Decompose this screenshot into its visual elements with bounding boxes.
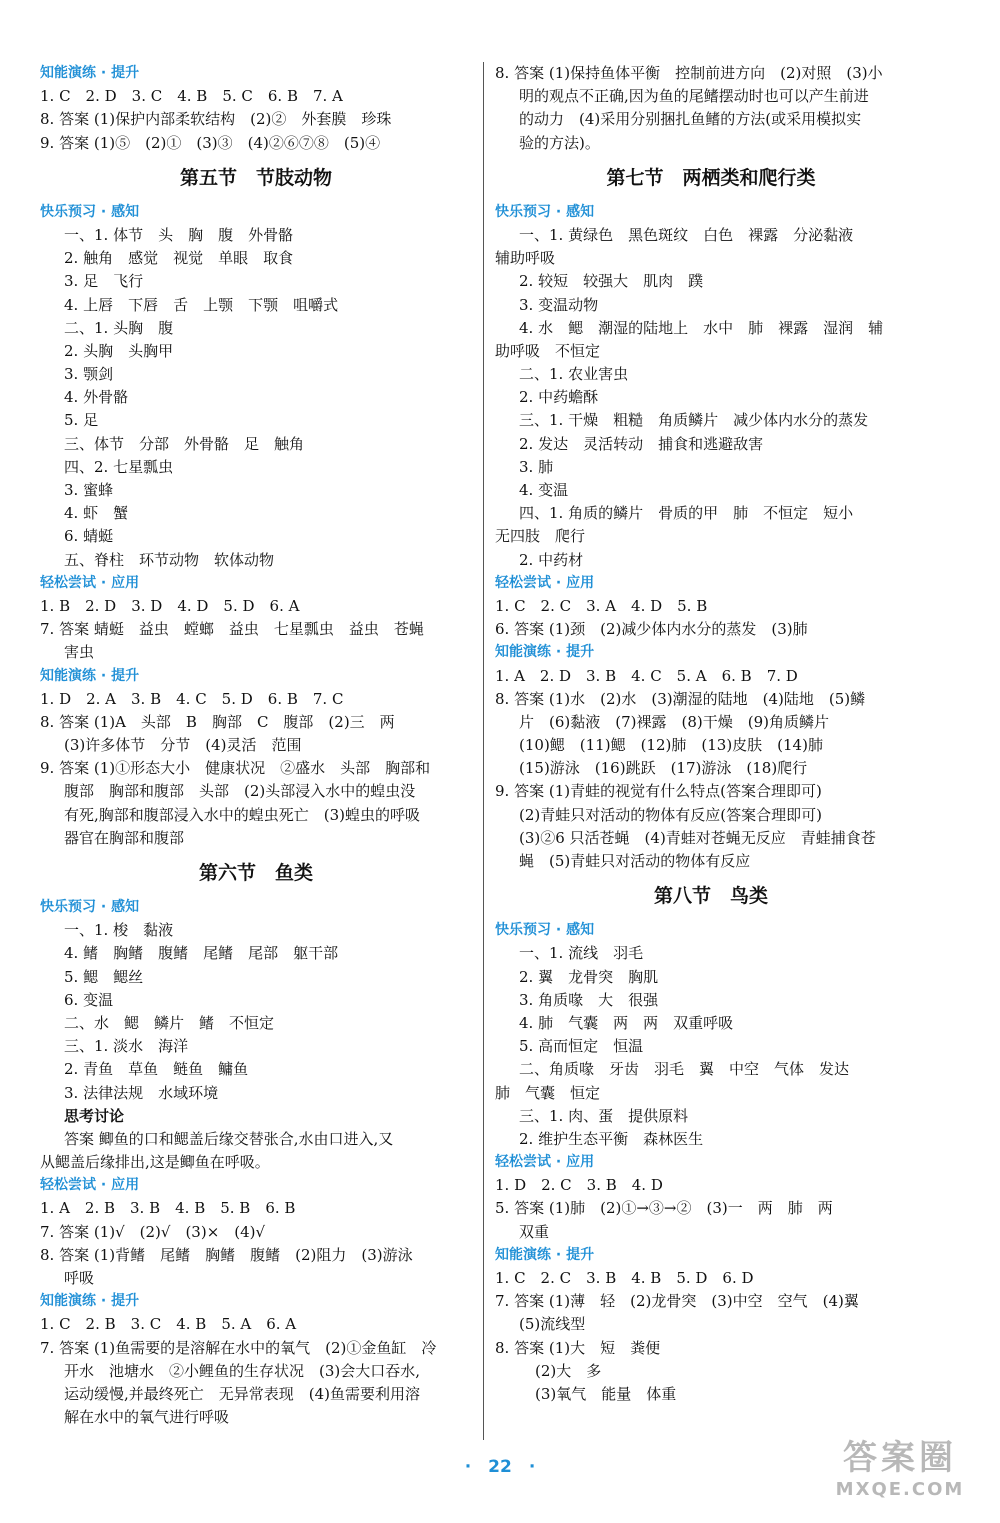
answer-line: 6. 答案 (1)颈 (2)减少体内水分的蒸发 (3)肺 [495,620,808,639]
chapter-title: 第五节 节肢动物 [179,166,332,189]
answer-line: 8. 答案 (1)水 (2)水 (3)潮湿的陆地 (4)陆地 (5)鳞 [495,689,866,708]
answer-line: 3. 蜜蜂 [64,481,114,499]
section-heading: 快乐预习 · 感知 [40,899,140,915]
answer-line: (15)游泳 (16)跳跃 (17)游泳 (18)爬行 [519,759,808,778]
answer-line: 4. 变温 [519,481,569,499]
answer-line: 一、1. 黄绿色 黑色斑纹 白色 裸露 分泌黏液 [519,225,854,244]
answer-line: 一、1. 梭 黏液 [64,921,174,940]
answer-line: 2. 中药蟾酥 [519,388,599,407]
answer-line: 4. 外骨骼 [64,388,129,407]
answer-line: 明的观点不正确,因为鱼的尾鳍摆动时也可以产生前进 [519,87,869,106]
answer-line: 5. 高而恒定 恒温 [519,1037,644,1056]
answer-line: 1. C 2. B 3. C 4. B 5. A 6. A [40,1315,297,1334]
chapter-title: 第七节 两栖类和爬行类 [606,166,816,189]
answer-line: 验的方法)。 [519,133,600,152]
answer-line: 3. 法律法规 水域环境 [64,1083,219,1102]
answer-line: 8. 答案 (1)大 短 粪便 [495,1338,661,1357]
answer-line: 7. 答案 蜻蜓 益虫 螳螂 益虫 七星瓢虫 益虫 苍蝇 [40,620,424,639]
answer-line: 6. 蜻蜓 [64,527,114,546]
answer-line: 4. 鳍 胸鳍 腹鳍 尾鳍 尾部 躯干部 [64,944,339,963]
answer-line: 蝇 (5)青蛙只对活动的物体有反应 [519,852,751,870]
answer-line: 2. 中药材 [519,550,584,569]
answer-line: 助呼吸 不恒定 [495,341,601,360]
answer-line: 答案 鲫鱼的口和鳃盖后缘交替张合,水由口进入,又 [64,1129,394,1148]
answer-line: 肺 气囊 恒定 [495,1083,601,1102]
answer-line: 1. B 2. D 3. D 4. D 5. D 6. A [40,596,300,615]
answer-line: 7. 答案 (1)鱼需要的是溶解在水中的氧气 (2)①金鱼缸 冷 [40,1338,437,1357]
answer-line: 二、角质喙 牙齿 羽毛 翼 中空 气体 发达 [519,1060,850,1079]
answer-line: 二、1. 农业害虫 [519,365,629,384]
answer-line: 三、体节 分部 外骨骼 足 触角 [64,434,305,453]
answer-line: 1. A 2. D 3. B 4. C 5. A 6. B 7. D [495,666,798,685]
answer-line: 二、1. 头胸 腹 [64,318,174,337]
answer-line: 4. 上唇 下唇 舌 上颚 下颚 咀嚼式 [64,295,339,314]
answer-line: (2)大 多 [535,1361,602,1380]
answer-line: 五、脊柱 环节动物 软体动物 [64,550,275,569]
answer-line: 9. 答案 (1)①形态大小 健康状况 ②盛水 头部 胸部和 [40,759,431,778]
left-column [40,62,472,1429]
section-heading: 轻松尝试 · 应用 [40,1177,140,1194]
answer-line: 8. 答案 (1)背鳍 尾鳍 胸鳍 腹鳍 (2)阻力 (3)游泳 [40,1245,413,1264]
answer-line: 四、1. 角质的鳞片 骨质的甲 肺 不恒定 短小 [519,504,854,523]
answer-line: 7. 答案 (1)薄 轻 (2)龙骨突 (3)中空 空气 (4)翼 [495,1292,859,1311]
page-number: · 22 · [464,1457,536,1477]
answer-line: 5. 足 [64,411,99,430]
answer-line: 1. D 2. A 3. B 4. C 5. D 6. B 7. C [40,689,344,708]
answer-line: 8. 答案 (1)保护内部柔软结构 (2)② 外套膜 珍珠 [40,110,392,129]
answer-line: 1. C 2. C 3. A 4. D 5. B [495,596,708,615]
answer-line: 2. 较短 较强大 肌肉 蹼 [519,272,704,291]
section-heading: 快乐预习 · 感知 [40,203,140,220]
answer-line: 8. 答案 (1)保持鱼体平衡 控制前进方向 (2)对照 (3)小 [495,64,883,82]
answer-line: 解在水中的氧气进行呼吸 [64,1408,230,1427]
answer-line: 2. 发达 灵活转动 捕食和逃避敌害 [519,434,764,453]
answer-line: (2)青蛙只对活动的物体有反应(答案合理即可) [519,805,822,824]
answer-line: (3)②6 只活苍蝇 (4)青蛙对苍蝇无反应 青蛙捕食苍 [519,828,876,847]
answer-line: (3)许多体节 分节 (4)灵活 范围 [64,736,302,755]
section-heading: 快乐预习 · 感知 [495,203,595,220]
answer-line: 片 (6)黏液 (7)裸露 (8)干燥 (9)角质鳞片 [519,712,829,731]
answer-line: 5. 答案 (1)肺 (2)①→③→② (3)一 两 肺 两 [495,1199,833,1218]
answer-line: 的动力 (4)采用分别捆扎鱼鳍的方法(或采用模拟实 [519,110,862,129]
answer-line: 3. 变温动物 [519,295,599,314]
answer-line: 呼吸 [64,1269,95,1287]
answer-line: 一、1. 体节 头 胸 腹 外骨骼 [64,225,294,244]
watermark-url: MXQE.COM [835,1479,965,1500]
answer-line: 一、1. 流线 羽毛 [519,944,644,963]
watermark-logo [816,1437,984,1509]
answer-line: 4. 虾 蟹 [64,504,129,523]
answer-line: 5. 鳃 鳃丝 [64,967,144,986]
answer-line: 2. 青鱼 草鱼 鲢鱼 鳙鱼 [64,1060,249,1079]
answer-line: 四、2. 七星瓢虫 [64,457,174,476]
answer-line: 4. 水 鳃 潮湿的陆地上 水中 肺 裸露 湿润 辅 [519,318,884,337]
answer-line: 无四肢 爬行 [495,527,586,546]
answer-line: 2. 维护生态平衡 森林医生 [519,1129,704,1148]
answer-line: 8. 答案 (1)A 头部 B 胸部 C 腹部 (2)三 两 [40,712,395,731]
section-heading: 知能演练 · 提升 [40,667,140,684]
answer-line: 1. C 2. C 3. B 4. B 5. D 6. D [495,1269,754,1287]
chapter-title: 第八节 鸟类 [653,885,768,908]
answer-line: 器官在胸部和腹部 [64,828,185,847]
section-heading: 轻松尝试 · 应用 [495,1154,595,1171]
answer-line: 9. 答案 (1)⑤ (2)① (3)③ (4)②⑥⑦⑧ (5)④ [40,133,381,152]
section-heading: 快乐预习 · 感知 [495,922,595,939]
answer-line: 三、1. 肉、蛋 提供原料 [519,1106,689,1125]
answer-line: 三、1. 淡水 海洋 [64,1037,189,1056]
answer-line: 2. 触角 感觉 视觉 单眼 取食 [64,249,294,268]
section-heading: 知能演练 · 提升 [40,65,140,81]
answer-line: 1. A 2. B 3. B 4. B 5. B 6. B [40,1199,296,1218]
answer-line: 3. 角质喙 大 很强 [519,990,659,1009]
watermark-text: 答案圈 [843,1438,957,1478]
answer-line: 2. 翼 龙骨突 胸肌 [519,967,659,986]
answer-line: (5)流线型 [519,1315,586,1334]
right-column [495,62,927,1406]
answer-line: 3. 肺 [519,457,554,476]
answer-line: (10)鳃 (11)鳃 (12)肺 (13)皮肤 (14)肺 [519,736,823,755]
answer-line: 腹部 胸部和腹部 头部 (2)头部浸入水中的蝗虫没 [64,782,416,801]
chapter-title: 第六节 鱼类 [198,862,313,884]
answer-line: 3. 足 飞行 [64,272,144,291]
section-heading: 轻松尝试 · 应用 [40,574,140,591]
answer-line: 有死,胸部和腹部浸入水中的蝗虫死亡 (3)蝗虫的呼吸 [64,805,421,824]
section-heading: 轻松尝试 · 应用 [495,574,595,591]
answer-line: 三、1. 干燥 粗糙 角质鳞片 减少体内水分的蒸发 [519,411,869,430]
answer-line: 害虫 [64,643,95,662]
column-divider [483,62,484,1440]
answer-line: 辅助呼吸 [495,249,556,268]
section-heading: 知能演练 · 提升 [495,1246,595,1263]
answer-line: 运动缓慢,并最终死亡 无异常表现 (4)鱼需要利用溶 [64,1384,421,1403]
answer-line: 1. D 2. C 3. B 4. D [495,1176,663,1195]
answer-line: 开水 池塘水 ②小鲤鱼的生存状况 (3)会大口吞水, [64,1361,421,1380]
answer-line: 二、水 鳃 鳞片 鳍 不恒定 [64,1013,275,1032]
answer-line: 6. 变温 [64,990,114,1009]
answer-line: 从鳃盖后缘排出,这是鲫鱼在呼吸。 [40,1153,270,1172]
answer-line: 2. 头胸 头胸甲 [64,341,174,360]
answer-line: 思考讨论 [64,1106,125,1125]
section-heading: 知能演练 · 提升 [40,1293,140,1310]
answer-line: 3. 颚剑 [64,365,114,384]
answer-line: 4. 肺 气囊 两 两 双重呼吸 [519,1013,734,1032]
answer-line: 7. 答案 (1)√ (2)√ (3)× (4)√ [40,1222,266,1241]
section-heading: 知能演练 · 提升 [495,644,595,661]
answer-line: (3)氧气 能量 体重 [535,1384,677,1403]
answer-line: 双重 [519,1222,550,1241]
answer-line: 1. C 2. D 3. C 4. B 5. C 6. B 7. A [40,87,343,106]
answer-line: 9. 答案 (1)青蛙的视觉有什么特点(答案合理即可) [495,782,822,801]
